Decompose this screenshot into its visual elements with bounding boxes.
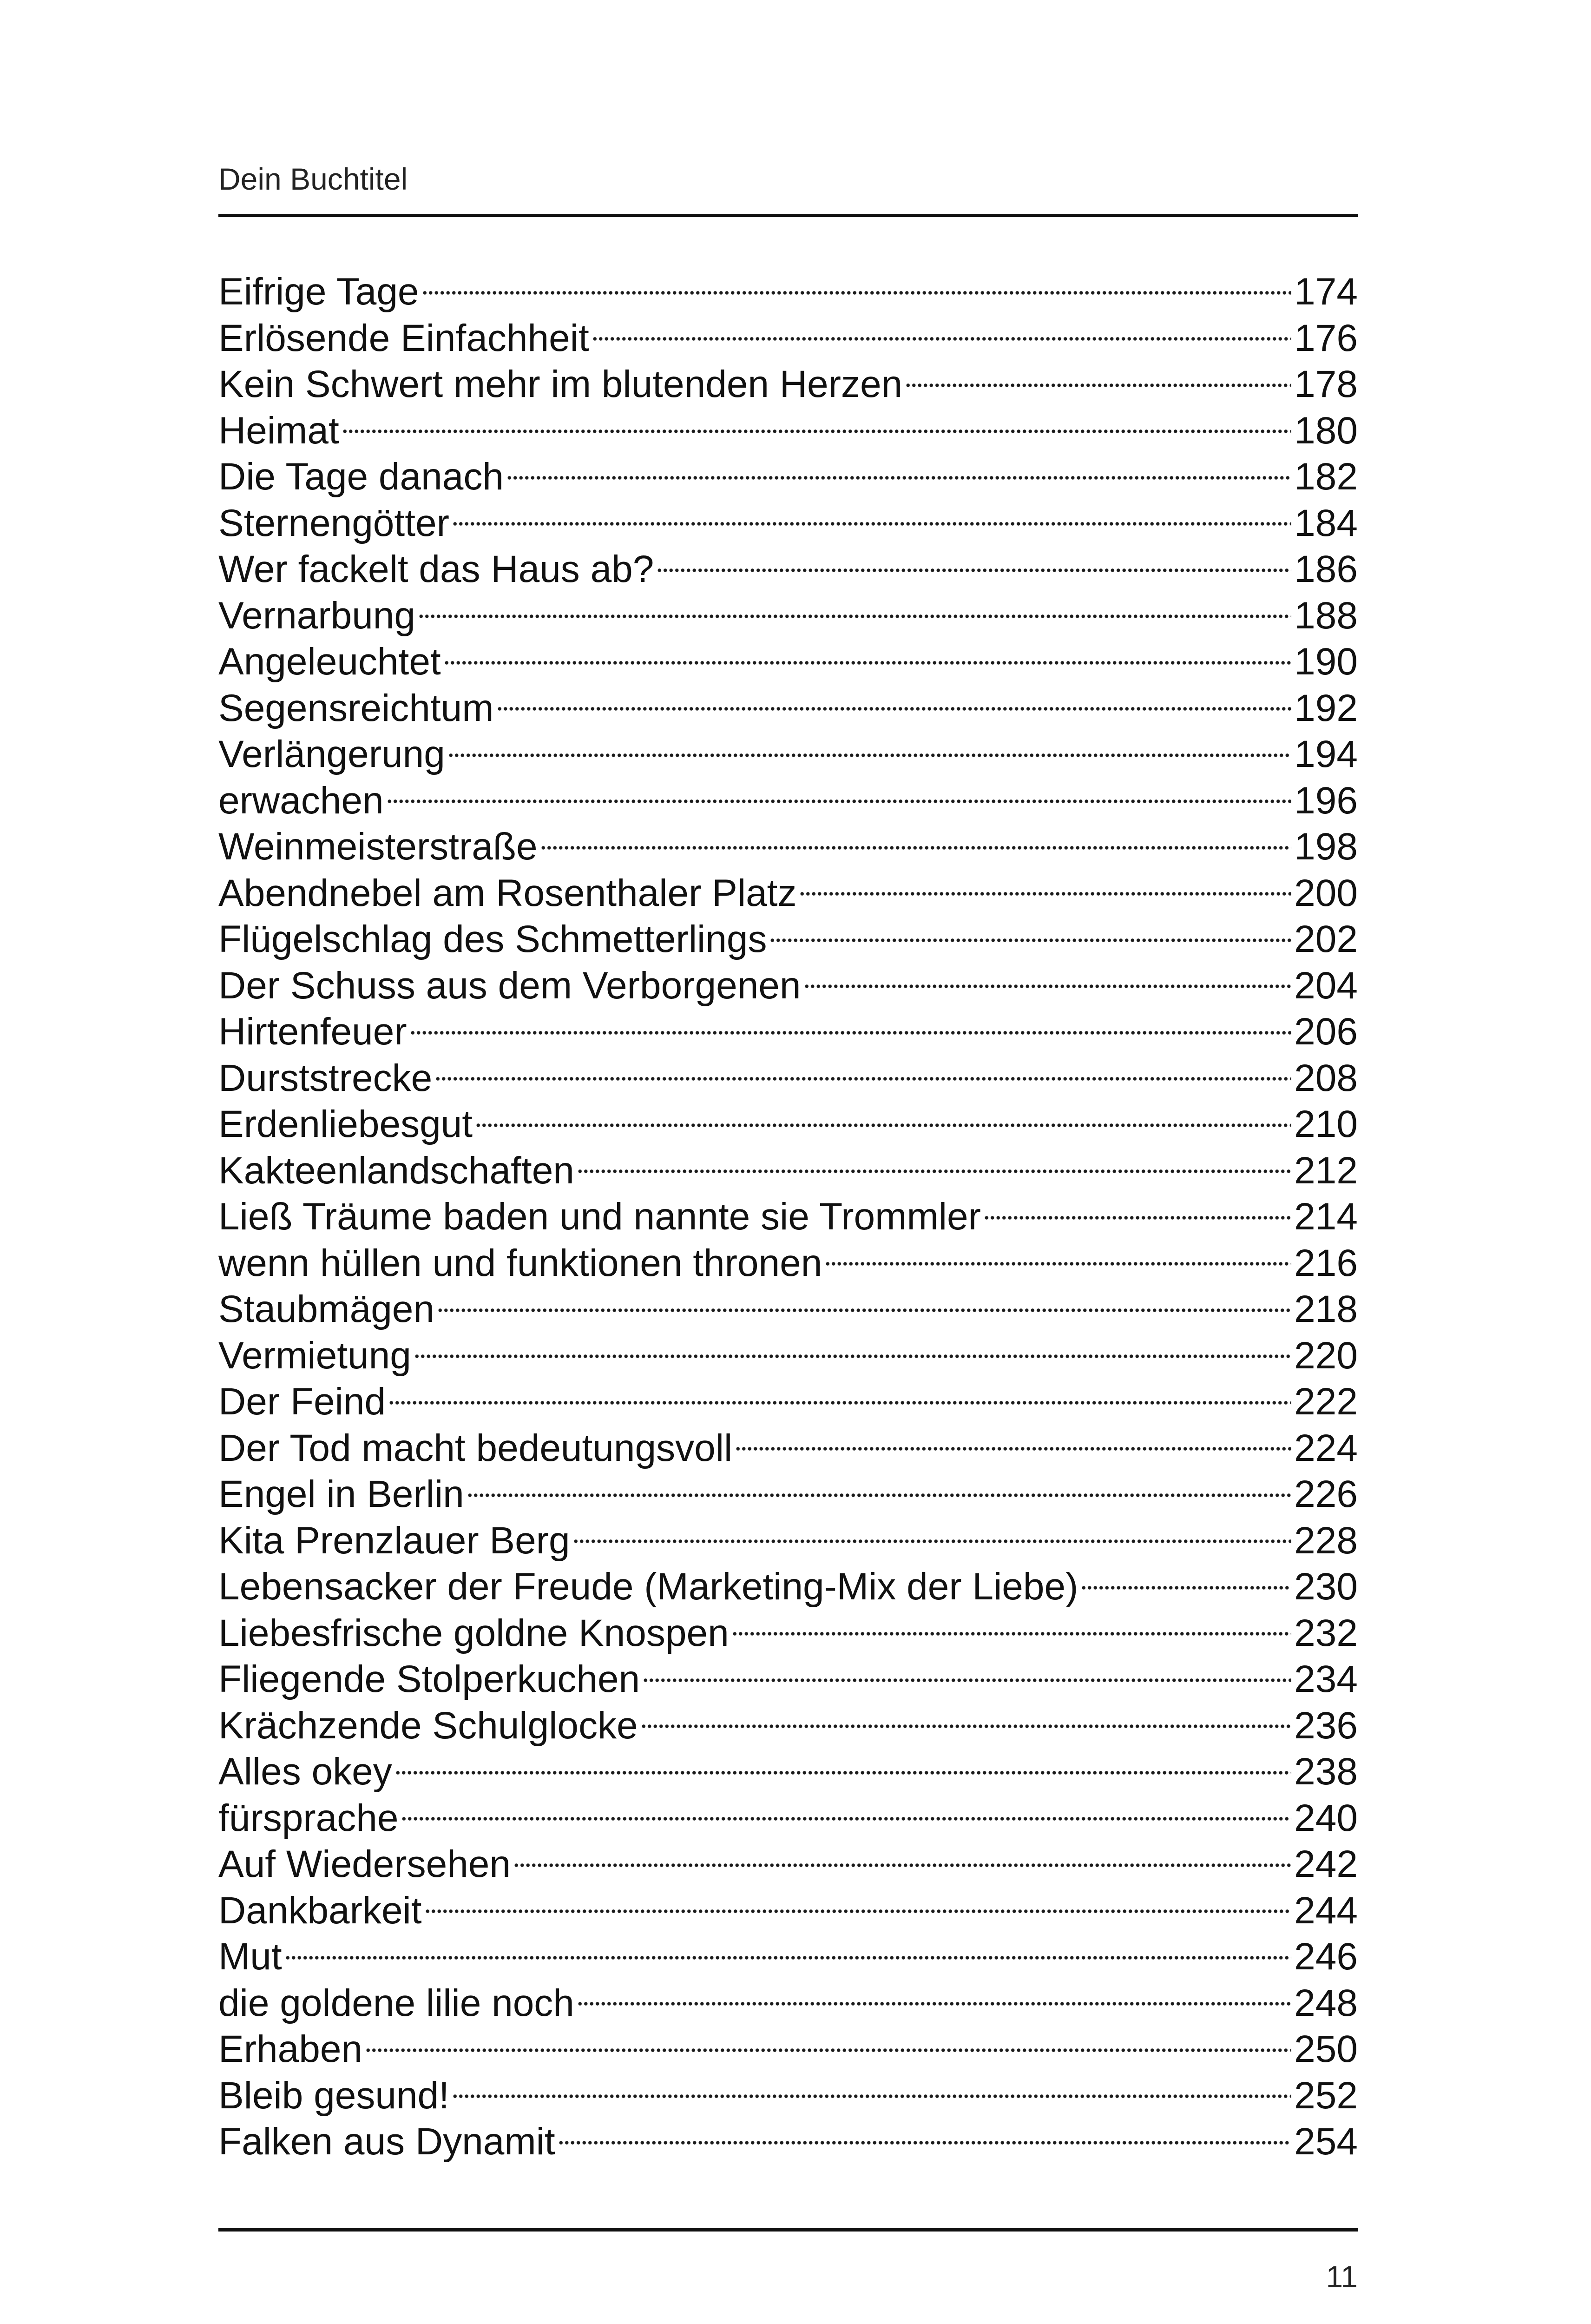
toc-entry-page-number: 230 bbox=[1294, 1565, 1358, 1608]
toc-entry-title: Mut bbox=[218, 1935, 282, 1978]
toc-entry bbox=[218, 1841, 1358, 1888]
toc-dot-leader bbox=[799, 891, 1291, 897]
toc-dot-leader bbox=[444, 660, 1291, 666]
toc-entry-page-number: 246 bbox=[1294, 1935, 1358, 1978]
toc-dot-leader bbox=[467, 1492, 1291, 1499]
running-head-book-title: Dein Buchtitel bbox=[218, 162, 408, 196]
toc-dot-leader bbox=[825, 1261, 1291, 1267]
toc-entry-title: Kakteenlandschaften bbox=[218, 1149, 574, 1192]
toc-entry-title: Kein Schwert mehr im blutenden Herzen bbox=[218, 363, 903, 405]
toc-entry-title: Ließ Träume baden und nannte sie Trommler bbox=[218, 1195, 981, 1238]
toc-dot-leader bbox=[573, 1538, 1292, 1545]
toc-entry bbox=[218, 916, 1358, 963]
toc-entry-title: Wer fackelt das Haus ab? bbox=[218, 548, 654, 590]
toc-entry-page-number: 198 bbox=[1294, 825, 1358, 868]
toc-entry bbox=[218, 963, 1358, 1009]
toc-entry-page-number: 218 bbox=[1294, 1288, 1358, 1330]
toc-entry bbox=[218, 1471, 1358, 1518]
toc-entry-title: Kita Prenzlauer Berg bbox=[218, 1519, 570, 1562]
toc-entry bbox=[218, 454, 1358, 500]
toc-entry-title: Krächzende Schulglocke bbox=[218, 1704, 638, 1747]
toc-entry-title: Weinmeisterstraße bbox=[218, 825, 538, 868]
toc-dot-leader bbox=[540, 845, 1292, 851]
toc-entry-page-number: 244 bbox=[1294, 1889, 1358, 1932]
toc-entry-title: Hirtenfeuer bbox=[218, 1010, 407, 1053]
toc-dot-leader bbox=[410, 1030, 1292, 1036]
toc-entry-title: Angeleuchtet bbox=[218, 640, 441, 683]
toc-dot-leader bbox=[984, 1215, 1291, 1221]
toc-dot-leader bbox=[1081, 1585, 1291, 1591]
toc-dot-leader bbox=[414, 1353, 1291, 1360]
toc-entry-page-number: 240 bbox=[1294, 1796, 1358, 1839]
toc-entry-title: Erhaben bbox=[218, 2028, 363, 2070]
toc-entry-page-number: 222 bbox=[1294, 1380, 1358, 1423]
toc-dot-leader bbox=[497, 706, 1292, 712]
toc-entry bbox=[218, 1934, 1358, 1980]
toc-entry bbox=[218, 1610, 1358, 1657]
toc-entry-page-number: 224 bbox=[1294, 1426, 1358, 1469]
toc-dot-leader bbox=[452, 2093, 1291, 2100]
toc-entry-page-number: 200 bbox=[1294, 872, 1358, 914]
toc-entry-page-number: 210 bbox=[1294, 1103, 1358, 1145]
toc-dot-leader bbox=[769, 937, 1291, 944]
toc-entry-title: Engel in Berlin bbox=[218, 1473, 464, 1515]
footer-rule bbox=[218, 2228, 1358, 2232]
toc-entry-page-number: 176 bbox=[1294, 317, 1358, 359]
toc-dot-leader bbox=[641, 1723, 1292, 1730]
toc-dot-leader bbox=[452, 521, 1291, 527]
toc-entry-page-number: 192 bbox=[1294, 687, 1358, 729]
toc-dot-leader bbox=[437, 1307, 1291, 1314]
toc-entry bbox=[218, 593, 1358, 639]
toc-entry bbox=[218, 1795, 1358, 1842]
toc-entry-page-number: 234 bbox=[1294, 1658, 1358, 1700]
toc-entry bbox=[218, 408, 1358, 454]
toc-entry-title: Bleib gesund! bbox=[218, 2074, 449, 2117]
toc-entry-title: Verlängerung bbox=[218, 733, 445, 775]
toc-entry-title: Abendnebel am Rosenthaler Platz bbox=[218, 872, 797, 914]
toc-entry bbox=[218, 778, 1358, 824]
toc-entry bbox=[218, 269, 1358, 315]
toc-entry-title: Durststrecke bbox=[218, 1056, 433, 1099]
toc-entry bbox=[218, 870, 1358, 917]
toc-entry bbox=[218, 2026, 1358, 2073]
toc-entry-page-number: 226 bbox=[1294, 1473, 1358, 1515]
toc-entry-title: Sternengötter bbox=[218, 502, 449, 544]
toc-entry-title: die goldene lilie noch bbox=[218, 1981, 574, 2024]
toc-entry-page-number: 248 bbox=[1294, 1981, 1358, 2024]
toc-entry-page-number: 242 bbox=[1294, 1843, 1358, 1885]
toc-entry-page-number: 208 bbox=[1294, 1056, 1358, 1099]
page-number: 11 bbox=[1326, 2259, 1358, 2294]
toc-entry bbox=[218, 1148, 1358, 1194]
toc-dot-leader bbox=[365, 2047, 1291, 2053]
toc-dot-leader bbox=[422, 290, 1292, 296]
toc-entry bbox=[218, 1749, 1358, 1795]
toc-dot-leader bbox=[387, 798, 1292, 805]
toc-entry bbox=[218, 1425, 1358, 1472]
toc-entry-title: Der Feind bbox=[218, 1380, 386, 1423]
toc-dot-leader bbox=[735, 1446, 1291, 1452]
toc-dot-leader bbox=[643, 1677, 1291, 1684]
toc-entry-title: Eifrige Tage bbox=[218, 271, 419, 313]
toc-dot-leader bbox=[592, 336, 1291, 342]
toc-entry bbox=[218, 1055, 1358, 1102]
toc-entry bbox=[218, 2073, 1358, 2119]
toc-dot-leader bbox=[732, 1631, 1292, 1637]
table-of-contents bbox=[218, 269, 1358, 2165]
toc-dot-leader bbox=[448, 752, 1291, 759]
toc-dot-leader bbox=[577, 2000, 1291, 2007]
toc-entry-page-number: 250 bbox=[1294, 2028, 1358, 2070]
toc-entry-title: Auf Wiedersehen bbox=[218, 1843, 511, 1885]
toc-entry-title: wenn hüllen und funktionen thronen bbox=[218, 1241, 822, 1284]
toc-entry-page-number: 254 bbox=[1294, 2120, 1358, 2163]
toc-dot-leader bbox=[435, 1076, 1291, 1082]
toc-entry-title: Vernarbung bbox=[218, 594, 416, 637]
toc-entry-page-number: 232 bbox=[1294, 1611, 1358, 1654]
toc-entry-page-number: 204 bbox=[1294, 964, 1358, 1007]
toc-dot-leader bbox=[506, 475, 1291, 481]
toc-dot-leader bbox=[425, 1908, 1292, 1915]
toc-dot-leader bbox=[905, 382, 1291, 389]
toc-entry-page-number: 214 bbox=[1294, 1195, 1358, 1238]
toc-dot-leader bbox=[475, 1122, 1291, 1129]
toc-dot-leader bbox=[418, 613, 1291, 620]
toc-entry-title: erwachen bbox=[218, 779, 384, 822]
toc-dot-leader bbox=[401, 1816, 1291, 1822]
toc-entry-page-number: 220 bbox=[1294, 1334, 1358, 1377]
toc-entry-page-number: 186 bbox=[1294, 548, 1358, 590]
toc-entry bbox=[218, 1240, 1358, 1287]
toc-entry bbox=[218, 1333, 1358, 1379]
toc-entry-title: Dankbarkeit bbox=[218, 1889, 422, 1932]
toc-entry-page-number: 188 bbox=[1294, 594, 1358, 637]
toc-dot-leader bbox=[657, 567, 1291, 574]
toc-entry bbox=[218, 1703, 1358, 1749]
toc-entry bbox=[218, 1980, 1358, 2027]
toc-dot-leader bbox=[804, 983, 1292, 990]
toc-entry-title: Die Tage danach bbox=[218, 456, 504, 498]
header-rule bbox=[218, 214, 1358, 217]
toc-entry bbox=[218, 1101, 1358, 1148]
toc-entry-title: Lebensacker der Freude (Marketing-Mix der Liebe) bbox=[218, 1565, 1078, 1608]
toc-entry-page-number: 238 bbox=[1294, 1750, 1358, 1793]
toc-entry-page-number: 202 bbox=[1294, 918, 1358, 960]
toc-entry bbox=[218, 1564, 1358, 1610]
toc-entry-title: Heimat bbox=[218, 409, 339, 452]
toc-entry bbox=[218, 824, 1358, 870]
toc-dot-leader bbox=[558, 2139, 1292, 2146]
toc-entry bbox=[218, 685, 1358, 732]
toc-entry-page-number: 182 bbox=[1294, 456, 1358, 498]
toc-entry-title: Liebesfrische goldne Knospen bbox=[218, 1611, 729, 1654]
toc-entry-title: Staubmägen bbox=[218, 1288, 435, 1330]
toc-entry-title: Erlösende Einfachheit bbox=[218, 317, 589, 359]
toc-entry bbox=[218, 1379, 1358, 1425]
toc-entry bbox=[218, 500, 1358, 547]
toc-entry-page-number: 180 bbox=[1294, 409, 1358, 452]
toc-entry-title: Segensreichtum bbox=[218, 687, 494, 729]
toc-entry-page-number: 196 bbox=[1294, 779, 1358, 822]
toc-entry-page-number: 190 bbox=[1294, 640, 1358, 683]
toc-entry bbox=[218, 1194, 1358, 1240]
toc-entry-page-number: 206 bbox=[1294, 1010, 1358, 1053]
toc-entry bbox=[218, 1656, 1358, 1703]
toc-dot-leader bbox=[388, 1400, 1291, 1406]
toc-entry-page-number: 184 bbox=[1294, 502, 1358, 544]
toc-entry bbox=[218, 315, 1358, 362]
toc-entry-page-number: 252 bbox=[1294, 2074, 1358, 2117]
toc-entry-page-number: 178 bbox=[1294, 363, 1358, 405]
toc-entry-title: Der Schuss aus dem Verborgenen bbox=[218, 964, 801, 1007]
toc-entry-page-number: 194 bbox=[1294, 733, 1358, 775]
toc-entry bbox=[218, 2119, 1358, 2165]
toc-dot-leader bbox=[513, 1862, 1291, 1868]
toc-dot-leader bbox=[342, 428, 1291, 435]
toc-entry-title: Fliegende Stolperkuchen bbox=[218, 1658, 640, 1700]
toc-entry bbox=[218, 1009, 1358, 1055]
toc-entry-title: Vermietung bbox=[218, 1334, 411, 1377]
toc-entry-title: Der Tod macht bedeutungsvoll bbox=[218, 1426, 733, 1469]
toc-entry bbox=[218, 1888, 1358, 1934]
toc-entry-title: Falken aus Dynamit bbox=[218, 2120, 555, 2163]
toc-entry-page-number: 216 bbox=[1294, 1241, 1358, 1284]
toc-entry-title: fürsprache bbox=[218, 1796, 399, 1839]
toc-entry-title: Flügelschlag des Schmetterlings bbox=[218, 918, 767, 960]
toc-entry-page-number: 228 bbox=[1294, 1519, 1358, 1562]
toc-dot-leader bbox=[395, 1769, 1291, 1776]
toc-entry bbox=[218, 1518, 1358, 1564]
toc-dot-leader bbox=[577, 1168, 1291, 1175]
toc-entry-title: Alles okey bbox=[218, 1750, 392, 1793]
toc-entry bbox=[218, 546, 1358, 593]
toc-entry bbox=[218, 639, 1358, 685]
toc-entry-page-number: 236 bbox=[1294, 1704, 1358, 1747]
toc-entry-page-number: 174 bbox=[1294, 271, 1358, 313]
toc-entry bbox=[218, 731, 1358, 778]
toc-entry-title: Erdenliebesgut bbox=[218, 1103, 473, 1145]
toc-entry bbox=[218, 361, 1358, 408]
toc-entry bbox=[218, 1286, 1358, 1333]
toc-dot-leader bbox=[285, 1954, 1291, 1961]
toc-entry-page-number: 212 bbox=[1294, 1149, 1358, 1192]
